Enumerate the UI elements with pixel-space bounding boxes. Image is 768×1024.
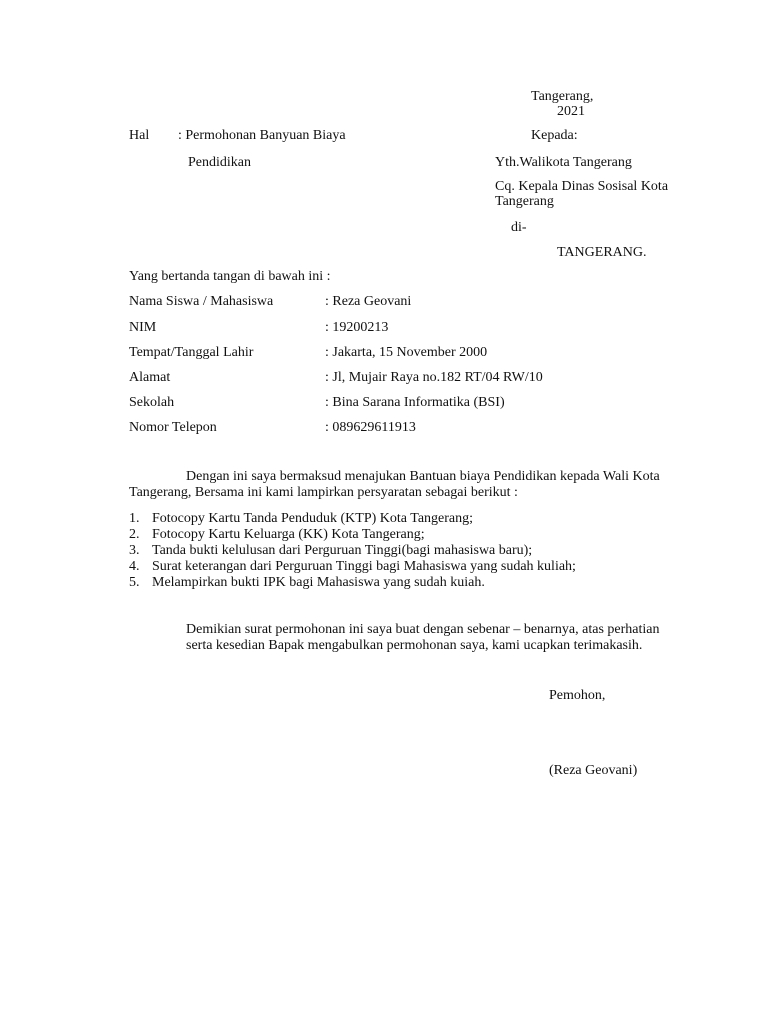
identity-label: Nomor Telepon xyxy=(129,420,217,435)
letter-year: 2021 xyxy=(557,104,585,119)
body-paragraph-line2: Tangerang, Bersama ini kami lampirkan persyaratan sebagai berikut : xyxy=(129,485,518,500)
identity-value: : Jl, Mujair Raya no.182 RT/04 RW/10 xyxy=(325,370,543,385)
list-item-text: Tanda bukti kelulusan dari Perguruan Tinggi(bagi mahasiswa baru); xyxy=(152,543,533,558)
list-item xyxy=(129,511,589,527)
identity-label: Sekolah xyxy=(129,395,175,410)
list-item-number: 4. xyxy=(129,559,140,574)
list-item xyxy=(129,575,589,591)
requirements-list xyxy=(129,511,589,591)
recipient-city: TANGERANG. xyxy=(557,245,647,260)
recipient-line2-continued: Tangerang xyxy=(495,194,554,209)
list-item-text: Fotocopy Kartu Keluarga (KK) Kota Tangerang; xyxy=(152,527,425,542)
list-item-number: 1. xyxy=(129,511,140,526)
identity-value: : Jakarta, 15 November 2000 xyxy=(325,345,488,360)
identity-label: Tempat/Tanggal Lahir xyxy=(129,345,254,360)
subject-label: Hal xyxy=(129,128,150,143)
identity-table xyxy=(129,294,609,445)
subject-value-continued: Pendidikan xyxy=(188,155,251,170)
closing-line1: Demikian surat permohonan ini saya buat dengan sebenar – benarnya, atas perhatian xyxy=(186,622,660,637)
signature-name: (Reza Geovani) xyxy=(549,763,638,778)
list-item-text: Fotocopy Kartu Tanda Penduduk (KTP) Kota Tangerang; xyxy=(152,511,474,526)
list-item-number: 5. xyxy=(129,575,140,590)
list-item xyxy=(129,543,589,559)
recipient-line1: Yth.Walikota Tangerang xyxy=(495,155,632,170)
list-item-number: 2. xyxy=(129,527,140,542)
identity-row xyxy=(129,345,609,370)
identity-label: Nama Siswa / Mahasiswa xyxy=(129,294,274,309)
identity-row xyxy=(129,320,609,345)
identity-row xyxy=(129,294,609,320)
letter-place: Tangerang, xyxy=(531,89,594,104)
list-item xyxy=(129,559,589,575)
list-item-text: Surat keterangan dari Perguruan Tinggi bagi Mahasiswa yang sudah kuliah; xyxy=(152,559,576,574)
identity-row xyxy=(129,420,609,445)
recipient-line2: Cq. Kepala Dinas Sosisal Kota xyxy=(495,179,669,194)
identity-value: : Bina Sarana Informatika (BSI) xyxy=(325,395,505,410)
list-item xyxy=(129,527,589,543)
identity-label: Alamat xyxy=(129,370,171,385)
intro-text: Yang bertanda tangan di bawah ini : xyxy=(129,269,331,284)
recipient-kepada: Kepada: xyxy=(531,128,578,143)
identity-value: : 19200213 xyxy=(325,320,389,335)
identity-row xyxy=(129,370,609,395)
recipient-di: di- xyxy=(511,220,527,235)
closing-line2: serta kesedian Bapak mengabulkan permohonan saya, kami ucapkan terimakasih. xyxy=(186,638,643,653)
identity-label: NIM xyxy=(129,320,157,335)
list-item-number: 3. xyxy=(129,543,140,558)
subject-value: : Permohonan Banyuan Biaya xyxy=(178,128,346,143)
identity-value: : Reza Geovani xyxy=(325,294,412,309)
list-item-text: Melampirkan bukti IPK bagi Mahasiswa yang sudah kuiah. xyxy=(152,575,485,590)
signature-label: Pemohon, xyxy=(549,688,606,703)
identity-value: : 089629611913 xyxy=(325,420,416,435)
body-paragraph-line1: Dengan ini saya bermaksud menajukan Bantuan biaya Pendidikan kepada Wali Kota xyxy=(186,469,660,484)
identity-row xyxy=(129,395,609,420)
